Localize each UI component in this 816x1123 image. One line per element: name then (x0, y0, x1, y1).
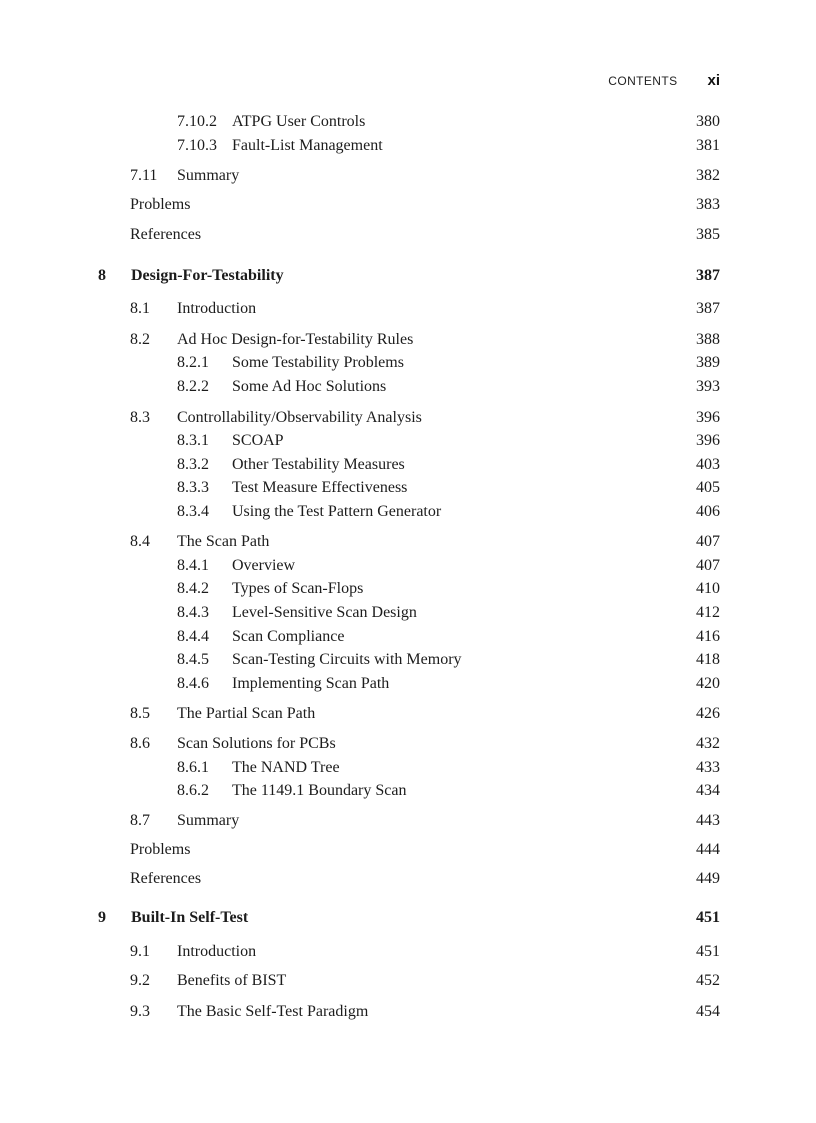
toc-entry-number: 8.7 (130, 812, 150, 829)
toc-entry-references-8 (0, 868, 816, 890)
toc-entry-8-4-5 (0, 649, 816, 671)
toc-entry-number: 8.6.1 (177, 759, 209, 776)
toc-entry-page: 385 (696, 226, 720, 243)
toc-entry-7-10-3 (0, 135, 816, 157)
toc-entry-number: 8.2.1 (177, 354, 209, 371)
toc-entry-8-7 (0, 810, 816, 832)
toc-entry-number: 7.10.2 (177, 113, 217, 130)
running-head (608, 72, 720, 89)
toc-entry-page: 410 (696, 580, 720, 597)
toc-entry-8-5 (0, 703, 816, 725)
toc-entry-page: 416 (696, 628, 720, 645)
toc-entry-page: 396 (696, 409, 720, 426)
toc-entry-8-3 (0, 407, 816, 429)
toc-entry-number: 8.2 (130, 331, 150, 348)
toc-entry-8-4-6 (0, 673, 816, 695)
toc-entry-8-2 (0, 329, 816, 351)
toc-entry-number: 8.4.1 (177, 557, 209, 574)
toc-entry-number: 9.3 (130, 1003, 150, 1020)
toc-entry-page: 389 (696, 354, 720, 371)
toc-entry-problems-7 (0, 194, 816, 216)
toc-entry-page: 396 (696, 432, 720, 449)
toc-entry-title: The 1149.1 Boundary Scan (232, 782, 407, 799)
toc-entry-title: The Scan Path (177, 533, 270, 550)
toc-entry-number: 8.4.2 (177, 580, 209, 597)
toc-entry-page: 380 (696, 113, 720, 130)
toc-entry-page: 444 (696, 841, 720, 858)
toc-entry-9-3 (0, 1001, 816, 1023)
toc-entry-page: 443 (696, 812, 720, 829)
toc-entry-title: Ad Hoc Design-for-Testability Rules (177, 331, 414, 348)
toc-entry-8-3-4 (0, 501, 816, 523)
toc-entry-title: References (130, 226, 202, 243)
toc-entry-page: 451 (696, 943, 720, 960)
toc-entry-9-1 (0, 941, 816, 963)
toc-entry-title: Summary (177, 812, 240, 829)
toc-entry-number: 8.4.3 (177, 604, 209, 621)
toc-entry-number: 8.6 (130, 735, 150, 752)
toc-entry-8-6-2 (0, 780, 816, 802)
toc-chapter-page: 451 (696, 909, 720, 926)
toc-entry-page: 420 (696, 675, 720, 692)
toc-entry-title: Overview (232, 557, 296, 574)
toc-entry-title: The Partial Scan Path (177, 705, 316, 722)
toc-entry-page: 449 (696, 870, 720, 887)
toc-entry-number: 8.3.1 (177, 432, 209, 449)
toc-entry-8-3-3 (0, 477, 816, 499)
toc-entry-number: 8.5 (130, 705, 150, 722)
toc-entry-page: 432 (696, 735, 720, 752)
toc-entry-page: 426 (696, 705, 720, 722)
toc-entry-title: Some Ad Hoc Solutions (232, 378, 387, 395)
toc-entry-title: Benefits of BIST (177, 972, 287, 989)
toc-entry-number: 8.3.3 (177, 479, 209, 496)
toc-entry-title: Using the Test Pattern Generator (232, 503, 442, 520)
toc-entry-8-2-1 (0, 352, 816, 374)
toc-entry-page: 433 (696, 759, 720, 776)
toc-entry-7-11 (0, 165, 816, 187)
toc-entry-8-4-1 (0, 555, 816, 577)
toc-entry-number: 7.10.3 (177, 137, 217, 154)
toc-chapter-number: 8 (98, 267, 106, 284)
toc-entry-number: 8.4.6 (177, 675, 209, 692)
toc-entry-page: 393 (696, 378, 720, 395)
toc-entry-title: Test Measure Effectiveness (232, 479, 408, 496)
toc-entry-number: 7.11 (130, 167, 158, 184)
toc-entry-8-4-4 (0, 626, 816, 648)
toc-entry-number: 8.4.5 (177, 651, 209, 668)
toc-chapter-title: Built-In Self-Test (131, 909, 249, 926)
toc-entry-page: 403 (696, 456, 720, 473)
toc-entry-page: 388 (696, 331, 720, 348)
toc-entry-page: 434 (696, 782, 720, 799)
toc-entry-page: 407 (696, 557, 720, 574)
toc-entry-title: Scan-Testing Circuits with Memory (232, 651, 462, 668)
toc-entry-8-1 (0, 298, 816, 320)
toc-entry-number: 8.3.2 (177, 456, 209, 473)
toc-entry-title: ATPG User Controls (232, 113, 366, 130)
toc-entry-page: 381 (696, 137, 720, 154)
toc-entry-title: Controllability/Observability Analysis (177, 409, 422, 426)
toc-entry-title: Summary (177, 167, 240, 184)
toc-entry-page: 387 (696, 300, 720, 317)
toc-entry-title: Scan Compliance (232, 628, 345, 645)
toc-chapter-title: Design-For-Testability (131, 267, 284, 284)
toc-entry-title: Other Testability Measures (232, 456, 405, 473)
toc-entry-page: 407 (696, 533, 720, 550)
toc-entry-7-10-2 (0, 111, 816, 133)
toc-entry-title: The Basic Self-Test Paradigm (177, 1003, 369, 1020)
toc-entry-title: Introduction (177, 943, 257, 960)
running-head-label: CONTENTS (608, 74, 678, 88)
toc-entry-number: 8.3 (130, 409, 150, 426)
toc-entry-title: Problems (130, 841, 191, 858)
toc-entry-number: 8.6.2 (177, 782, 209, 799)
toc-entry-page: 405 (696, 479, 720, 496)
toc-entry-problems-8 (0, 839, 816, 861)
toc-entry-title: Scan Solutions for PCBs (177, 735, 336, 752)
toc-entry-title: SCOAP (232, 432, 284, 449)
toc-entry-number: 8.1 (130, 300, 150, 317)
toc-entry-number: 9.1 (130, 943, 150, 960)
toc-entry-title: Level-Sensitive Scan Design (232, 604, 417, 621)
toc-entry-number: 8.4 (130, 533, 150, 550)
toc-entry-number: 8.4.4 (177, 628, 209, 645)
toc-entry-8-4-3 (0, 602, 816, 624)
toc-entry-page: 382 (696, 167, 720, 184)
toc-entry-8-2-2 (0, 376, 816, 398)
toc-entry-title: Some Testability Problems (232, 354, 404, 371)
toc-entry-number: 8.2.2 (177, 378, 209, 395)
toc-entry-8-4-2 (0, 578, 816, 600)
toc-entry-title: Types of Scan-Flops (232, 580, 364, 597)
toc-entry-page: 412 (696, 604, 720, 621)
toc-entry-number: 8.3.4 (177, 503, 209, 520)
toc-entry-8-3-2 (0, 454, 816, 476)
toc-chapter-number: 9 (98, 909, 106, 926)
toc-entry-title: Fault-List Management (232, 137, 383, 154)
toc-entry-page: 383 (696, 196, 720, 213)
toc-entry-8-3-1 (0, 430, 816, 452)
toc-entry-title: Problems (130, 196, 191, 213)
toc-entry-8-4 (0, 531, 816, 553)
toc-entry-number: 9.2 (130, 972, 150, 989)
toc-chapter-8 (0, 265, 816, 287)
toc-entry-title: The NAND Tree (232, 759, 340, 776)
toc-entry-title: Implementing Scan Path (232, 675, 390, 692)
toc-chapter-9 (0, 907, 816, 929)
toc-entry-8-6-1 (0, 757, 816, 779)
page-number: xi (707, 72, 720, 89)
toc-entry-references-7 (0, 224, 816, 246)
toc-chapter-page: 387 (696, 267, 720, 284)
toc-entry-9-2 (0, 970, 816, 992)
toc-entry-page: 406 (696, 503, 720, 520)
toc-entry-page: 452 (696, 972, 720, 989)
toc-entry-title: Introduction (177, 300, 257, 317)
toc-entry-8-6 (0, 733, 816, 755)
toc-entry-title: References (130, 870, 202, 887)
toc-entry-page: 454 (696, 1003, 720, 1020)
toc-entry-page: 418 (696, 651, 720, 668)
